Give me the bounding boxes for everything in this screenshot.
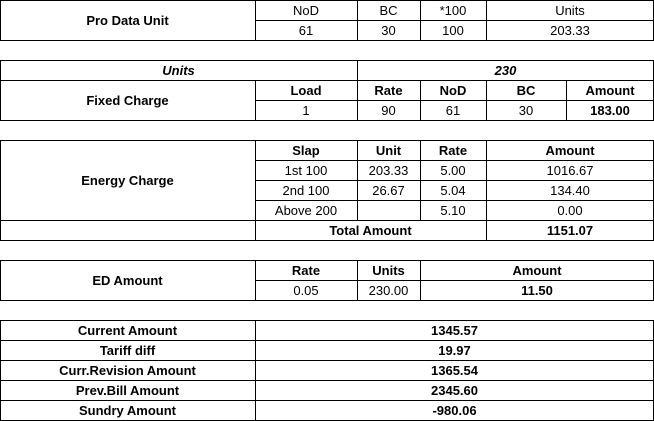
energy-header-amount: Amount bbox=[545, 142, 595, 158]
grid-line bbox=[0, 120, 654, 121]
ed-value-rate: 0.05 bbox=[293, 282, 319, 298]
ed-header-units: Units bbox=[372, 262, 405, 278]
fixed-value-load: 1 bbox=[302, 102, 310, 118]
summary-label-tariff-diff: Tariff diff bbox=[99, 342, 156, 358]
energy-header-rate: Rate bbox=[438, 142, 468, 158]
energy-row-amount: 0.00 bbox=[557, 202, 583, 218]
energy-row-amount: 1016.67 bbox=[546, 162, 594, 178]
fixed-value-bc: 30 bbox=[518, 102, 534, 118]
pro-value-nod: 61 bbox=[298, 22, 314, 38]
fixed-header-nod: NoD bbox=[439, 82, 467, 98]
ed-header-rate: Rate bbox=[291, 262, 321, 278]
summary-label-curr-revision-amount: Curr.Revision Amount bbox=[59, 362, 196, 378]
pro-header-x100: *100 bbox=[439, 2, 467, 18]
energy-header-slap: Slap bbox=[292, 142, 320, 158]
grid-line bbox=[0, 300, 654, 301]
ed-value-units: 230.00 bbox=[368, 282, 409, 298]
pro-data-title: Pro Data Unit bbox=[86, 12, 169, 28]
pro-value-x100: 100 bbox=[442, 22, 464, 38]
pro-header-units: Units bbox=[555, 2, 585, 18]
energy-header-unit: Unit bbox=[375, 142, 402, 158]
energy-row-unit: 26.67 bbox=[372, 182, 405, 198]
pro-header-bc: BC bbox=[379, 2, 398, 18]
summary-label-prev-bill-amount: Prev.Bill Amount bbox=[75, 382, 180, 398]
fixed-value-nod: 61 bbox=[445, 102, 461, 118]
summary-value-sundry-amount: -980.06 bbox=[432, 402, 477, 418]
energy-row-rate: 5.00 bbox=[440, 162, 466, 178]
grid-line bbox=[0, 40, 654, 41]
energy-row-unit bbox=[357, 200, 420, 220]
summary-value-curr-revision-amount: 1365.54 bbox=[431, 362, 478, 378]
energy-row-rate: 5.04 bbox=[440, 182, 466, 198]
grid-line bbox=[0, 240, 654, 241]
energy-row-slap: 1st 100 bbox=[284, 162, 328, 178]
ed-value-amount: 11.50 bbox=[521, 282, 553, 298]
summary-value-prev-bill-amount: 2345.60 bbox=[431, 382, 478, 398]
pro-value-units: 203.33 bbox=[550, 22, 590, 38]
energy-row-slap: 2nd 100 bbox=[282, 182, 330, 198]
energy-row-amount: 134.40 bbox=[550, 182, 590, 198]
energy-row-rate: 5.10 bbox=[440, 202, 466, 218]
energy-total-value: 1151.07 bbox=[546, 222, 594, 238]
fixed-header-load: Load bbox=[290, 82, 322, 98]
pro-value-bc: 30 bbox=[381, 22, 396, 38]
summary-value-current-amount: 1345.57 bbox=[431, 322, 478, 338]
fixed-value-amount: 183.00 bbox=[590, 102, 630, 118]
fixed-header-bc: BC bbox=[516, 82, 536, 98]
fixed-header-rate: Rate bbox=[374, 82, 403, 98]
units-value: 230 bbox=[494, 62, 517, 78]
energy-row-slap: Above 200 bbox=[274, 202, 338, 218]
ed-amount-title: ED Amount bbox=[92, 272, 163, 288]
energy-total-label: Total Amount bbox=[329, 222, 412, 238]
pro-header-nod: NoD bbox=[292, 2, 319, 18]
energy-row-unit: 203.33 bbox=[368, 162, 409, 178]
energy-charge-title: Energy Charge bbox=[81, 172, 174, 188]
summary-label-current-amount: Current Amount bbox=[77, 322, 178, 338]
fixed-header-amount: Amount bbox=[585, 82, 635, 98]
summary-value-tariff-diff: 19.97 bbox=[438, 342, 471, 358]
ed-header-amount: Amount bbox=[512, 262, 562, 278]
fixed-charge-title: Fixed Charge bbox=[86, 92, 169, 108]
fixed-value-rate: 90 bbox=[381, 102, 396, 118]
summary-label-sundry-amount: Sundry Amount bbox=[78, 402, 176, 418]
units-label: Units bbox=[162, 62, 195, 78]
